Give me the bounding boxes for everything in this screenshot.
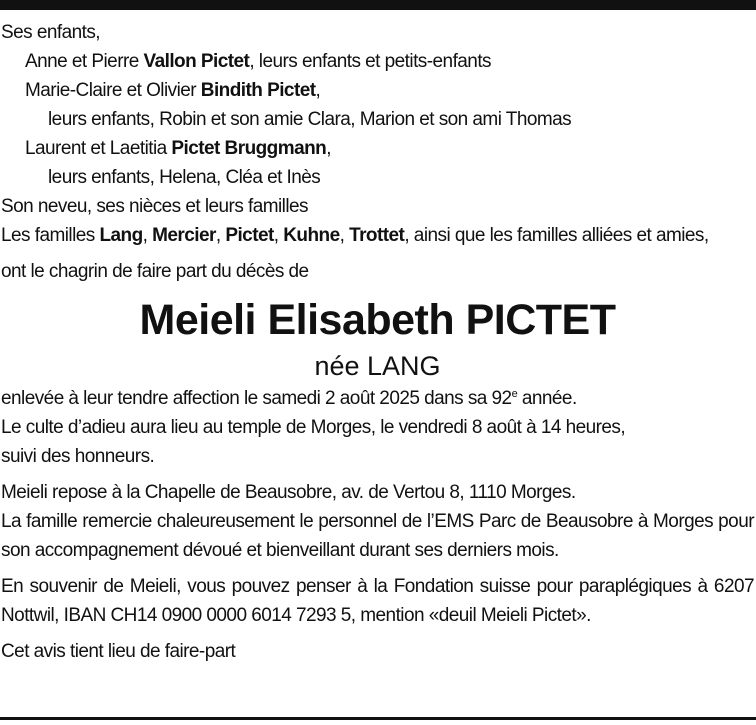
families-sep: , xyxy=(339,225,350,246)
family-rest: , xyxy=(326,138,331,159)
family-surname: Pictet Bruggmann xyxy=(171,138,327,159)
family-name-kuhne: Kuhne xyxy=(283,225,340,246)
family-lead: Marie-Claire et Olivier xyxy=(25,80,201,101)
top-rule xyxy=(0,0,756,10)
bottom-rule xyxy=(0,717,756,720)
families-sep: , xyxy=(142,225,153,246)
family-lead: Laurent et Laetitia xyxy=(25,138,172,159)
donation-paragraph: En souvenir de Meieli, vous pouvez penser à la Fondation suisse pour paraplégiques à 6207 Nottwil, IBAN CH14 0900 0000 6014 7293 5, mention «deuil Meieli Pictet». xyxy=(1,576,754,626)
family-name-trottet: Trottet xyxy=(349,225,405,246)
closing-line: Cet avis tient lieu de faire-part xyxy=(1,641,236,662)
ordinal-suffix: e xyxy=(511,388,518,400)
death-text: enlevée à leur tendre affection le samedi 2 août 2025 dans sa 92 xyxy=(1,388,512,409)
announcement: ont le chagrin de faire part du décès de xyxy=(1,261,309,282)
family-lead: Anne et Pierre xyxy=(25,51,144,72)
family-surname: Bindith Pictet xyxy=(200,80,316,101)
families-sep: , xyxy=(273,225,284,246)
family-rest: , leurs enfants et petits-enfants xyxy=(249,51,492,72)
family-name-pictet: Pictet xyxy=(225,225,274,246)
family-rest: , xyxy=(315,80,321,101)
family-vallon-pictet xyxy=(1,47,754,76)
thanks-paragraph: La famille remercie chaleureusement le personnel de l’EMS Parc de Beausobre à Morges pour son accompagnement dévoué et bienveillant durant ses derniers mois. xyxy=(1,511,754,561)
rest-place: Meieli repose à la Chapelle de Beausobre, av. de Vertou 8, 1110 Morges. xyxy=(1,482,576,503)
family-bindith-children: leurs enfants, Robin et son amie Clara, Marion et son ami Thomas xyxy=(48,109,572,130)
families-prefix: Les familles xyxy=(1,225,100,246)
families-suffix: , ainsi que les familles alliées et amies, xyxy=(404,225,709,246)
deceased-name: Meieli Elisabeth PICTET xyxy=(139,296,616,344)
death-line xyxy=(1,384,754,413)
family-pictet-bruggmann xyxy=(1,134,754,163)
nephew-line: Son neveu, ses nièces et leurs familles xyxy=(1,196,308,217)
families-line xyxy=(1,221,754,250)
ceremony-line: Le culte d’adieu aura lieu au temple de Morges, le vendredi 8 août à 14 heures, xyxy=(1,417,626,438)
obituary-notice xyxy=(1,18,754,666)
children-intro: Ses enfants, xyxy=(1,22,101,43)
family-name-mercier: Mercier xyxy=(152,225,216,246)
family-bindith-pictet xyxy=(1,76,754,105)
deceased-maiden-name: née LANG xyxy=(314,351,441,381)
families-sep: , xyxy=(215,225,226,246)
ceremony-continuation: suivi des honneurs. xyxy=(1,446,155,467)
family-bruggmann-children: leurs enfants, Helena, Cléa et Inès xyxy=(48,167,321,188)
family-name-lang: Lang xyxy=(99,225,143,246)
death-end: année. xyxy=(517,388,577,409)
family-surname: Vallon Pictet xyxy=(143,51,250,72)
